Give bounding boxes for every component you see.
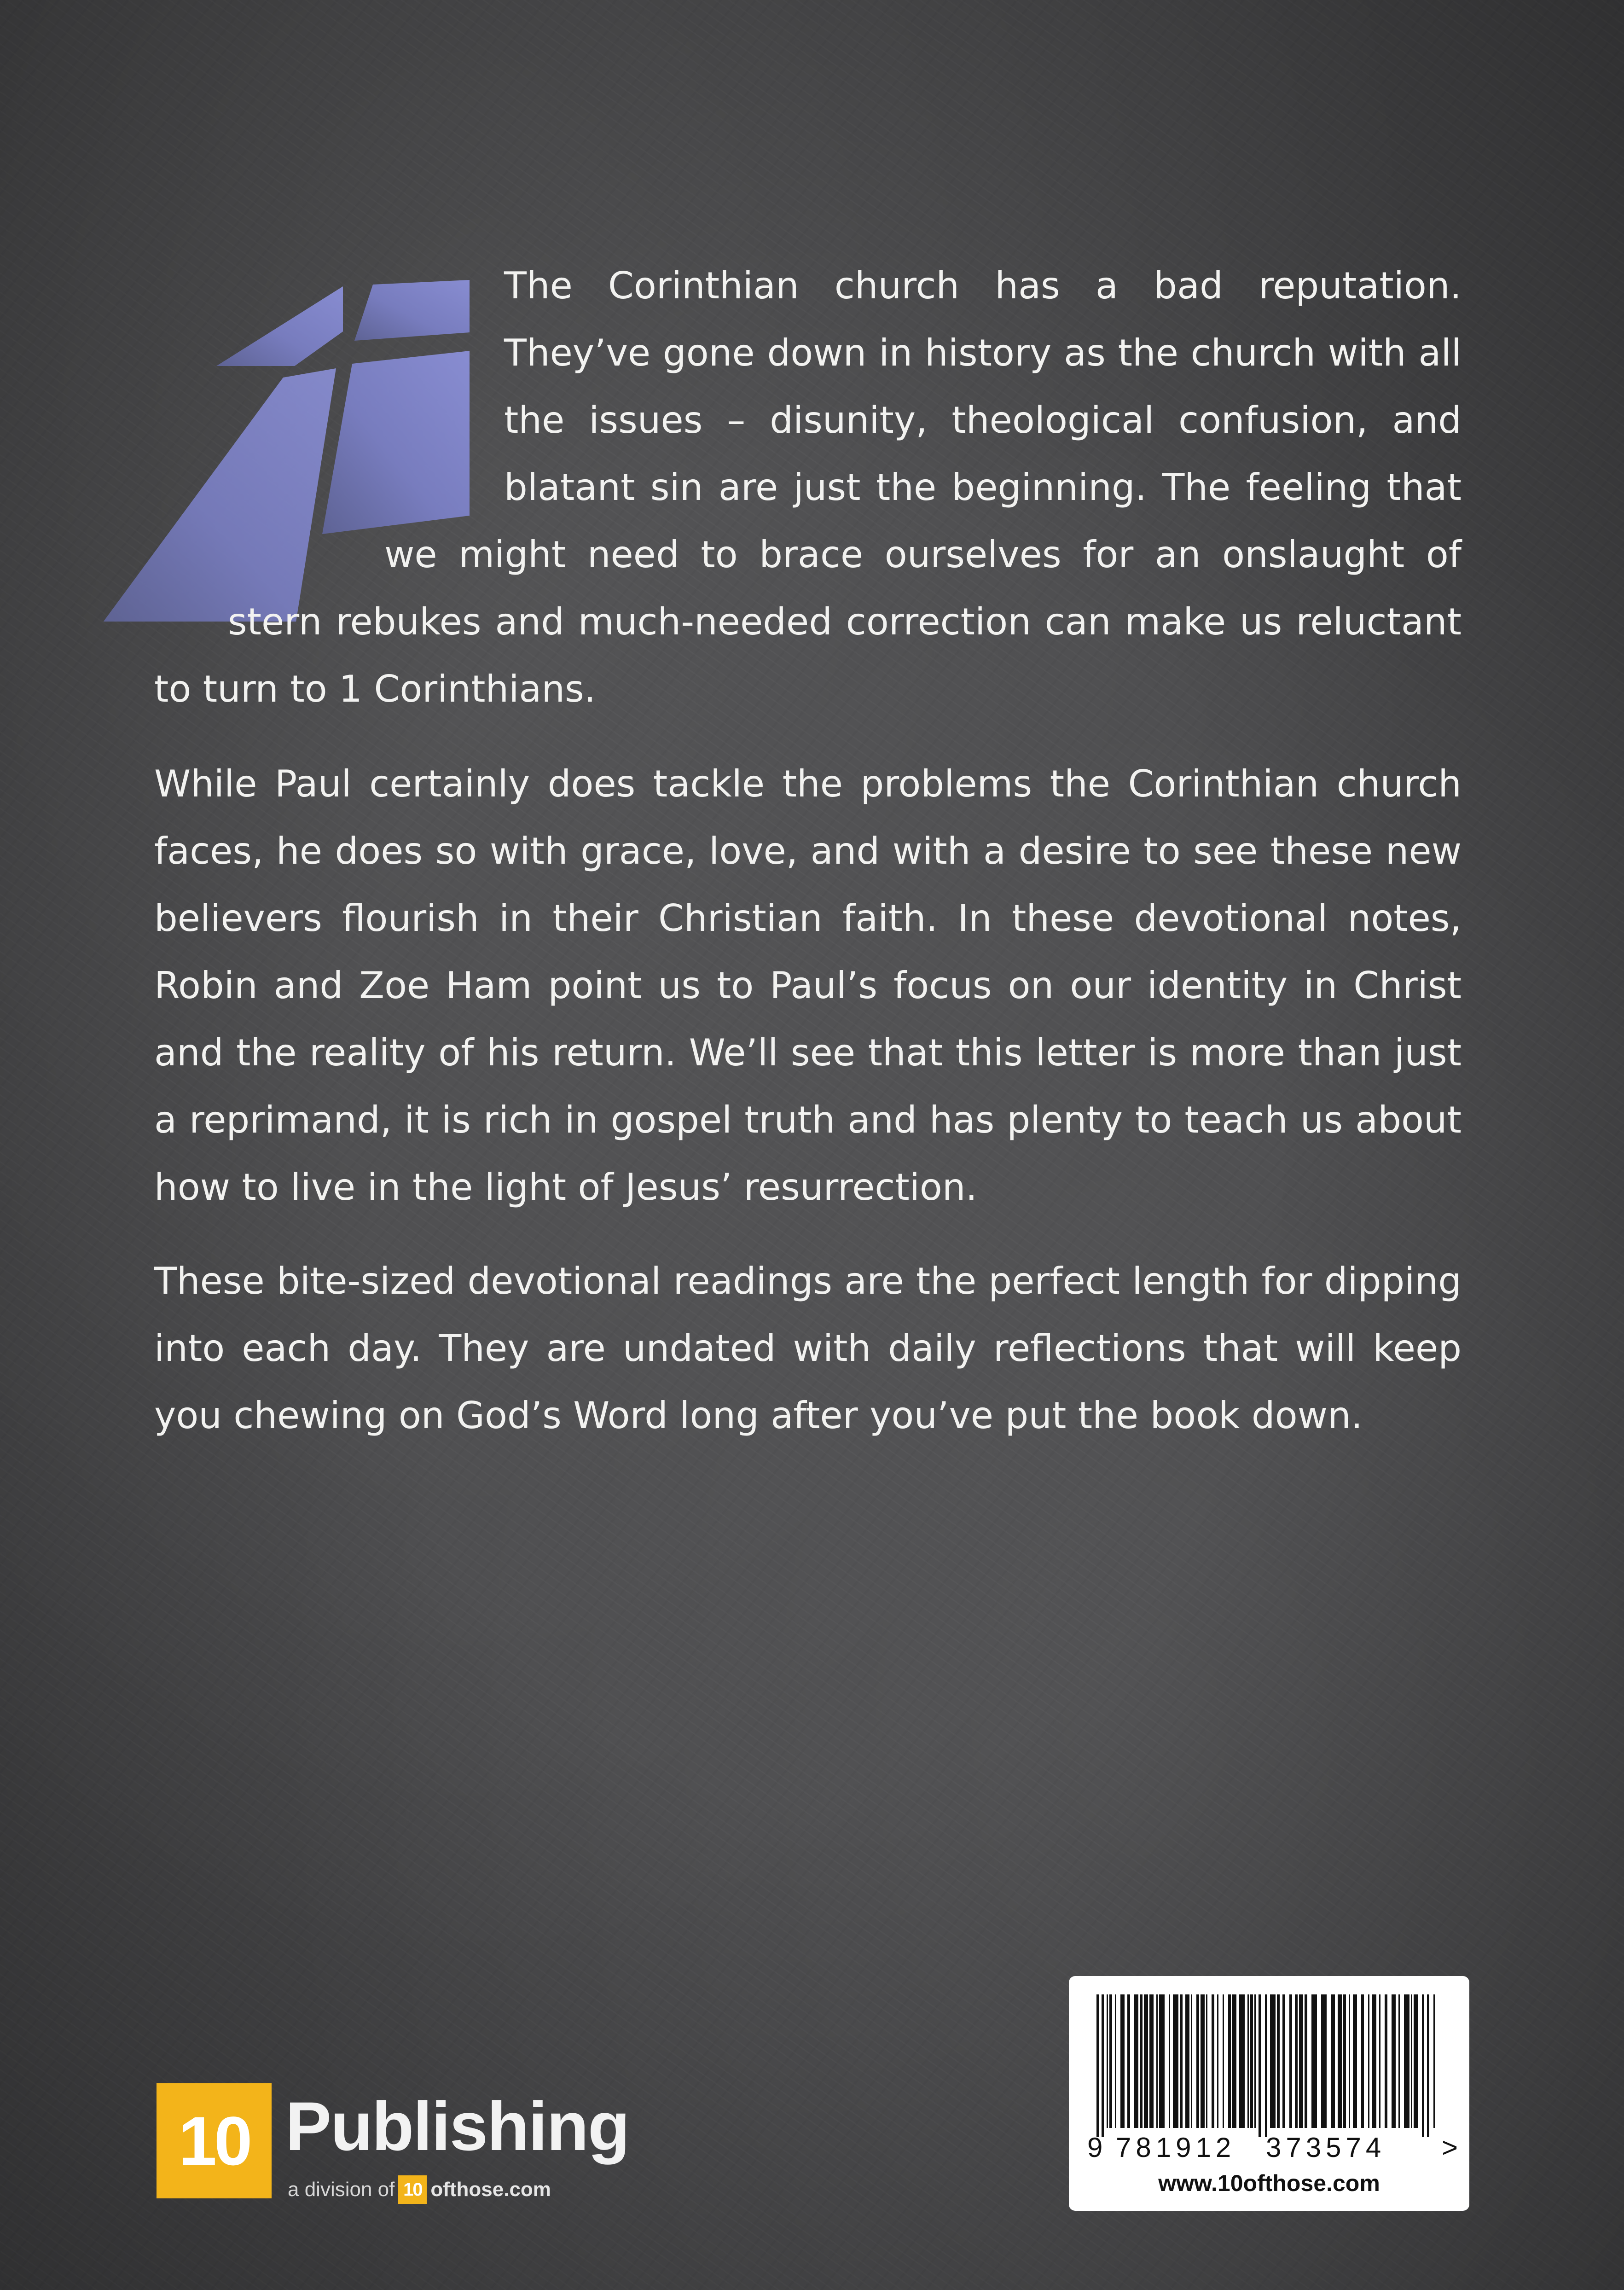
barcode-digit-group-1: 781912	[1116, 2132, 1236, 2163]
barcode-bar	[1180, 1994, 1183, 2128]
barcode-bar	[1282, 1994, 1285, 2128]
barcode-arrow: >	[1442, 2132, 1458, 2163]
barcode-bar	[1311, 1994, 1317, 2128]
barcode-bar	[1115, 1994, 1116, 2128]
barcode-bar	[1217, 1994, 1218, 2128]
logo-tagline-prefix: a division of	[288, 2178, 395, 2201]
barcode-bar	[1239, 1994, 1245, 2128]
barcode-bar	[1372, 1994, 1376, 2128]
barcode-bar	[1289, 1994, 1292, 2128]
barcode-bar	[1201, 1994, 1205, 2128]
barcode-bar	[1349, 1994, 1350, 2128]
barcode-bar	[1107, 1994, 1108, 2128]
barcode-bar	[1385, 1994, 1387, 2128]
barcode-bar	[1361, 1994, 1364, 2128]
barcode-bar	[1331, 1994, 1335, 2128]
barcode-bar	[1228, 1994, 1231, 2128]
barcode-bar	[1144, 1994, 1148, 2128]
barcode-bar	[1398, 1994, 1400, 2128]
barcode-bar	[1212, 1994, 1214, 2128]
barcode-bar	[1102, 1994, 1104, 2137]
barcode-bar	[1295, 1994, 1298, 2128]
barcode-bar	[1096, 1994, 1099, 2137]
logo-tagline-domain: ofthose.com	[430, 2178, 551, 2201]
barcode-bar	[1379, 1994, 1380, 2128]
barcode-bar	[1343, 1994, 1346, 2128]
blurb-paragraph-1: The Corinthian church has a bad reputation. They’ve gone down in history as the church with all the issues – disunity, theological confusion, and blatant sin are just the beginning. The feeling that we might need to brace ourselves for an onslaught of stern rebukes and much-needed correction can make us reluctant to turn to 1 Corinthians.	[154, 264, 1462, 710]
barcode-bar	[1368, 1994, 1369, 2128]
logo-tagline-box: 10	[398, 2175, 427, 2204]
logo-publishing-wordmark: Publishing	[285, 2087, 629, 2165]
barcode-website-url: www.10ofthose.com	[1158, 2170, 1380, 2196]
barcode-bar	[1109, 1994, 1112, 2128]
logo-tagline	[288, 2175, 551, 2204]
barcode-bar	[1120, 1994, 1125, 2128]
barcode-bar	[1265, 1994, 1267, 2137]
barcode-bar	[1353, 1994, 1357, 2128]
barcode-bar	[1140, 1994, 1143, 2128]
barcode-bar	[1404, 1994, 1409, 2128]
barcode-bar	[1422, 1994, 1424, 2137]
publisher-logo	[157, 2083, 663, 2203]
barcode-bar	[1169, 1994, 1170, 2128]
barcode-bar	[1232, 1994, 1236, 2128]
blurb-paragraph-3: These bite-sized devotional readings are the perfect length for dipping into each day. They are undated with daily reflections that will keep you chewing on God’s Word long after you’ve put the book down.	[154, 1260, 1462, 1437]
barcode-bar	[1127, 1994, 1130, 2128]
barcode-bar	[1392, 1994, 1396, 2128]
barcode-bar	[1206, 1994, 1207, 2128]
barcode-bar	[1321, 1994, 1327, 2128]
barcode-bar	[1270, 1994, 1276, 2128]
barcode-bar	[1411, 1994, 1412, 2128]
barcode-bar	[1414, 1994, 1418, 2128]
barcode-bar	[1185, 1994, 1189, 2128]
isbn-barcode	[1069, 1976, 1469, 2211]
barcode-bar	[1156, 1994, 1158, 2128]
barcode-bar	[1134, 1994, 1138, 2128]
barcode-bar	[1247, 1994, 1249, 2128]
barcode-bar	[1433, 1994, 1435, 2128]
barcode-bar	[1173, 1994, 1178, 2128]
barcode-digit-group-2: 373574	[1266, 2132, 1386, 2163]
barcode-bar	[1259, 1994, 1261, 2137]
barcode-bar	[1196, 1994, 1199, 2128]
barcode-bar	[1254, 1994, 1256, 2128]
barcode-bar	[1223, 1994, 1224, 2128]
barcode-bar	[1277, 1994, 1280, 2128]
barcode-digit-first: 9	[1087, 2132, 1103, 2163]
barcode-bar	[1338, 1994, 1342, 2128]
barcode-bar	[1250, 1994, 1253, 2128]
barcode-bar	[1159, 1994, 1165, 2128]
logo-ten-box	[157, 2083, 272, 2198]
blurb-paragraph-1-container	[154, 252, 1462, 723]
logo-ten-number: 10	[178, 2102, 250, 2180]
barcode-bar	[1427, 1994, 1429, 2137]
barcode-bar	[1149, 1994, 1154, 2128]
barcode-bar	[1299, 1994, 1303, 2128]
barcode-bar	[1305, 1994, 1307, 2128]
barcode-bar	[1191, 1994, 1192, 2128]
blurb-paragraph-2: While Paul certainly does tackle the problems the Corinthian church faces, he does so with grace, love, and with a desire to see these new believers flourish in their Christian faith. In these devotional notes, Robin and Zoe Ham point us to Paul’s focus on our identity in Christ and the reality of his return. We’ll see that this letter is more than just a reprimand, it is rich in gospel truth and has plenty to teach us about how to live in the light of Jesus’ resurrection.	[154, 762, 1462, 1209]
